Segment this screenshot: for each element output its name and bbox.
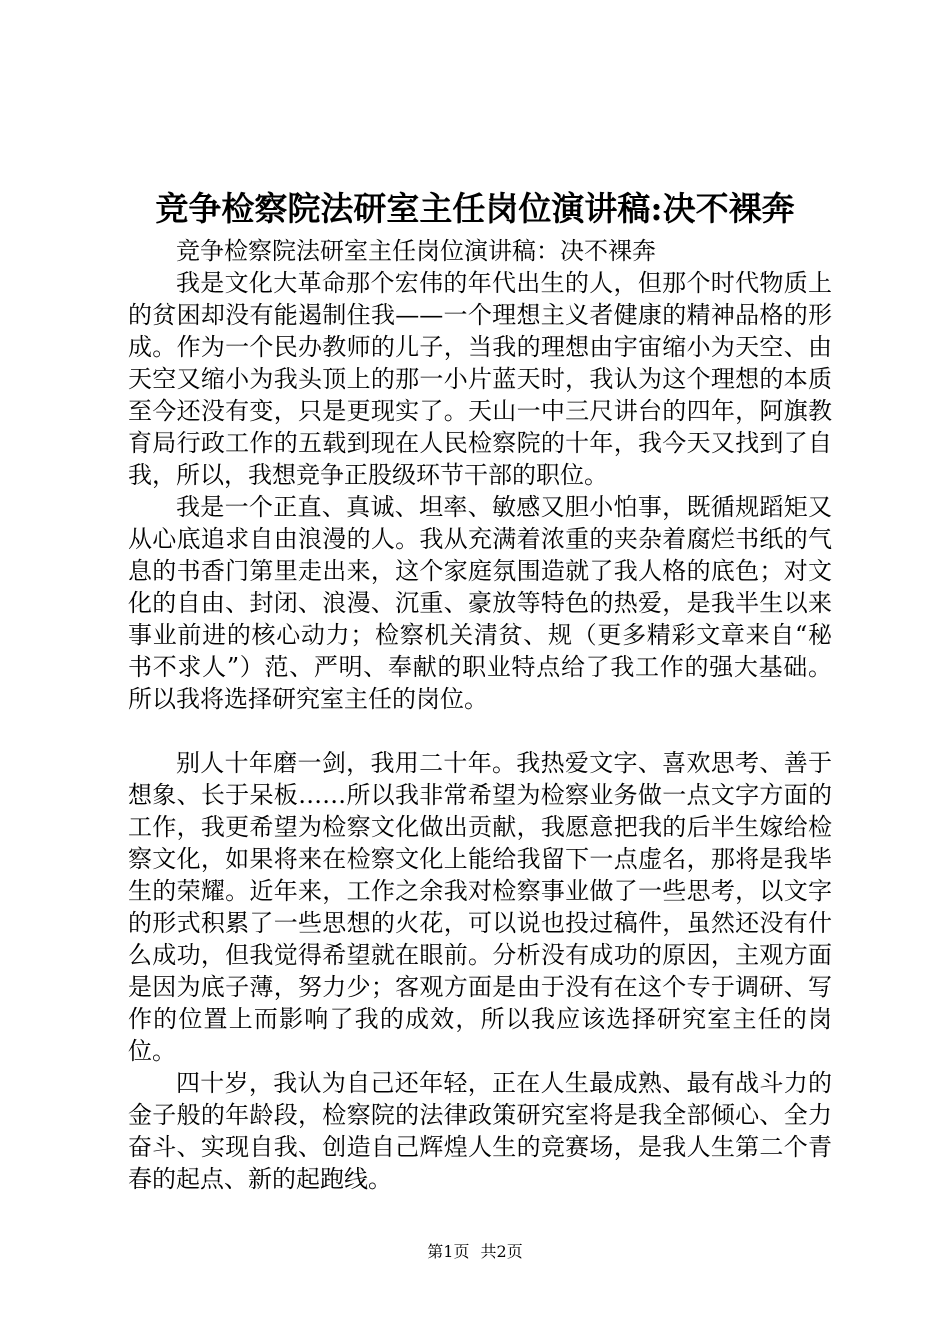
- document-body: [128, 235, 832, 1195]
- page-total: 共2页: [480, 1242, 523, 1261]
- body-paragraph-4: 四十岁，我认为自己还年轻，正在人生最成熟、最有战斗力的金子般的年龄段，检察院的法律政策研究室将是我全部倾心、全力奋斗、实现自我、创造自己辉煌人生的竞赛场，是我人生第二个青春的起点、新的起跑线。: [128, 1069, 832, 1193]
- document-title: 竞争检察院法研室主任岗位演讲稿:决不裸奔: [155, 189, 795, 228]
- page-number: 第1页: [427, 1242, 470, 1261]
- subtitle-paragraph: 竞争检察院法研室主任岗位演讲稿：决不裸奔: [176, 237, 656, 265]
- paragraph-gap: [128, 715, 832, 747]
- body-paragraph-3: 别人十年磨一剑，我用二十年。我热爱文字、喜欢思考、善于想象、长于呆板……所以我非常希望为检察业务做一点文字方面的工作，我更希望为检察文化做出贡献，我愿意把我的后半生嫁给检察文化，如果将来在检察文化上能给我留下一点虚名，那将是我毕生的荣耀。近年来，工作之余我对检察事业做了一些思考，以文字的形式积累了一些思想的火花，可以说也投过稿件，虽然还没有什么成功，但我觉得希望就在眼前。分析没有成功的原因，主观方面是因为底子薄，努力少；客观方面是由于没有在这个专于调研、写作的位置上而影响了我的成效，所以我应该选择研究室主任的岗位。: [128, 749, 832, 1065]
- body-paragraph-1: 我是文化大革命那个宏伟的年代出生的人，但那个时代物质上的贫困却没有能遏制住我——一个理想主义者健康的精神品格的形成。作为一个民办教师的儿子，当我的理想由宇宙缩小为天空、由天空又缩小为我头顶上的那一小片蓝天时，我认为这个理想的本质至今还没有变，只是更现实了。天山一中三尺讲台的四年，阿旗教育局行政工作的五载到现在人民检察院的十年，我今天又找到了自我，所以，我想竞争正股级环节干部的职位。: [128, 269, 832, 489]
- page-footer: [0, 1240, 950, 1264]
- body-paragraph-2: 我是一个正直、真诚、坦率、敏感又胆小怕事，既循规蹈矩又从心底追求自由浪漫的人。我从充满着浓重的夹杂着腐烂书纸的气息的书香门第里走出来，这个家庭氛围造就了我人格的底色；对文化的自由、封闭、浪漫、沉重、豪放等特色的热爱，是我半生以来事业前进的核心动力；检察机关清贫、规（更多精彩文章来自“秘书不求人”）范、严明、奉献的职业特点给了我工作的强大基础。所以我将选择研究室主任的岗位。: [128, 493, 832, 713]
